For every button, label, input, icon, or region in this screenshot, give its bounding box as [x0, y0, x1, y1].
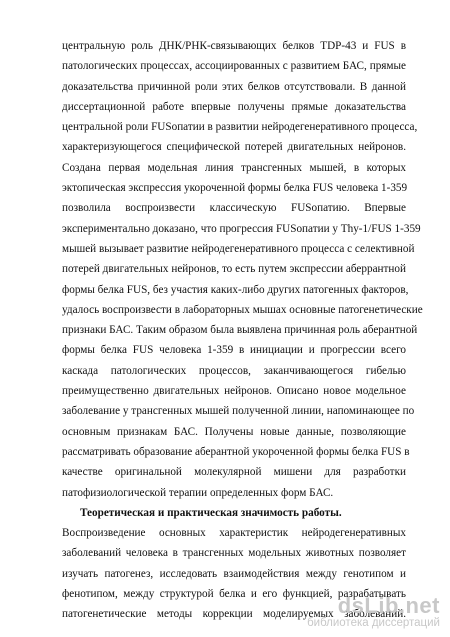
text-line: патофизиологической терапии определенных форм БАС.	[62, 486, 334, 499]
text-line: изучать патогенез, исследовать взаимодействия между генотипом и	[62, 567, 406, 580]
text-line: диссертационной работе впервые получены прямые доказательства	[62, 100, 406, 113]
text-line: характеризующегося специфической потерей двигательных нейронов.	[62, 141, 406, 154]
text-line: доказательства причинной роли этих белков отсутствовали. В данной	[62, 80, 406, 93]
text-line: центральную роль ДНК/РНК-связывающих белков TDP-43 и FUS в	[62, 40, 406, 52]
text-line: формы белка FUS, без участия каких-либо других патогенных факторов,	[62, 283, 409, 296]
text-line: формы белка FUS человека 1-359 в инициации и прогрессии всего	[62, 344, 406, 357]
text-line: экспериментально доказано, что прогрессия FUSопатии у Thy-1/FUS 1-359	[62, 222, 421, 235]
text-line: эктопическая экспрессия укороченной формы белка FUS человека 1-359	[62, 182, 408, 195]
text-line: основным признакам БАС. Получены новые данные, позволяющие	[62, 425, 406, 438]
watermark-subtitle: библиотека диссертаций	[307, 617, 440, 629]
text-line: патогенетические методы коррекции моделируемых заболеваний.	[62, 608, 406, 621]
watermark	[307, 593, 440, 629]
text-line: Создана первая модельная линия трансгенных мышей, в которых	[62, 161, 406, 174]
text-line: удалось воспроизвести в лабораторных мышах основные патогенетические	[62, 303, 423, 316]
text-line: центральной роли FUSопатии в развитии нейродегенеративного процесса,	[62, 121, 418, 134]
text-line: патологических процессах, ассоциированных с развитием БАС, прямые	[62, 60, 406, 73]
section-heading: Теоретическая и практическая значимость работы.	[80, 506, 342, 519]
text-line: заболевание у трансгенных мышей полученной линии, напоминающее по	[62, 405, 415, 418]
watermark-logo: dsLib.net	[337, 593, 440, 618]
text-line: фенотипом, между структурой белка и его функцией, разрабатывать	[62, 588, 406, 601]
text-line: мышей вызывает развитие нейродегенеративного процесса с селективной	[62, 242, 415, 255]
text-line: заболеваний человека в трансгенных модельных животных позволяет	[62, 547, 406, 560]
text-line: качестве оригинальной молекулярной мишени для разработки	[62, 466, 406, 479]
text-line: признаки БАС. Таким образом была выявлена причинная роль аберантной	[62, 324, 418, 337]
text-line: преимущественно двигательных нейронов. Описано новое модельное	[62, 385, 406, 398]
text-line: потерей двигательных нейронов, то есть путем экспрессии аберрантной	[62, 263, 406, 276]
text-line: рассматривать образование аберантной укороченной формы белка FUS в	[62, 445, 410, 458]
text-line: Воспроизведение основных характеристик нейродегенеративных	[62, 527, 406, 540]
text-line: позволила воспроизвести классическую FUSопатию. Впервые	[62, 202, 406, 215]
text-line: каскада патологических процессов, заканчивающегося гибелью	[62, 364, 406, 377]
